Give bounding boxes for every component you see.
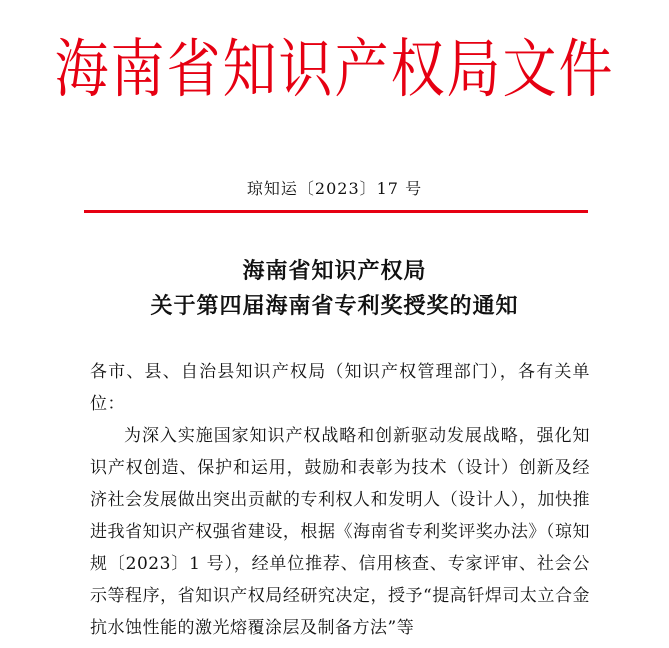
- notice-title-issuer: 海南省知识产权局: [242, 258, 427, 284]
- body-paragraph: 为深入实施国家知识产权战略和创新驱动发展战略，强化知识产权创造、保护和运用，鼓励和表彰为技术（设计）创新及经济社会发展做出突出贡献的专利权人和发明人（设计人），加快推进我省知识产权强省建设，根据《海南省专利奖评奖办法》（琼知规〔2023〕1 号），经单位推荐、信用核查、专家评审、社会公示等程序，省知识产权局经研究决定，授予“提高钎焊司太立合金抗水蚀性能的激光熔覆涂层及制备方法”等: [90, 426, 590, 638]
- notice-body: [90, 356, 590, 644]
- document-number: 琼知运〔2023〕17 号: [246, 179, 423, 198]
- salutation: 各市、县、自治县知识产权局（知识产权管理部门），各有关单位：: [90, 362, 590, 414]
- notice-title-subject: 关于第四届海南省专利奖授奖的通知: [150, 293, 519, 319]
- red-divider-line: [84, 210, 588, 213]
- document-masthead: 海南省知识产权局文件: [54, 31, 615, 107]
